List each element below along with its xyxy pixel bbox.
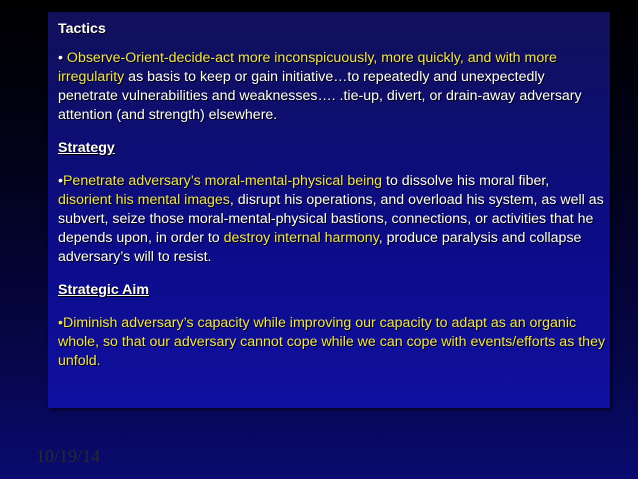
strategy-highlight-2: disorient his mental images [58, 192, 230, 208]
strategy-text-2: , disrupt his operations, and overload his system, as well as subvert, seize those moral-mental-physical bastions, connections, or activities that he depends upon, in order to [58, 192, 604, 246]
slide-text-body [58, 20, 606, 371]
strategy-heading: Strategy [58, 140, 115, 156]
tactics-text: as basis to keep or gain initiative…to repeatedly and unexpectedly penetrate vulnerabilities and weaknesses…. .tie-up, divert, or drain-away adversary attention (and strength) elsewhere. [58, 69, 582, 123]
bullet-marker: • [58, 50, 63, 66]
strategy-highlight-1: Penetrate adversary’s moral-mental-physical being [62, 173, 383, 189]
aim-bullet [58, 314, 606, 371]
bullet-marker: • [58, 315, 63, 331]
slide-date: 10/19/14 [36, 446, 101, 466]
strategic-aim-heading: Strategic Aim [58, 282, 149, 298]
tactics-bullet [58, 49, 606, 125]
bullet-marker: • [58, 173, 63, 189]
aim-highlight: Diminish adversary’s capacity while improving our capacity to adapt as an organic whole, so that our adversary cannot cope while we can cope with events/efforts as they unfold. [58, 315, 606, 369]
strategy-bullet [58, 172, 606, 267]
tactics-highlight: Observe-Orient-decide-act more inconspicuously, more quickly, and with more irregularity [58, 50, 557, 85]
tactics-heading: Tactics [58, 21, 106, 37]
strategy-highlight-3: destroy internal harmony [223, 230, 379, 246]
strategy-text-1: to dissolve his moral fiber, [382, 173, 550, 189]
strategy-text-3: , produce paralysis and collapse adversary’s will to resist. [58, 230, 582, 265]
